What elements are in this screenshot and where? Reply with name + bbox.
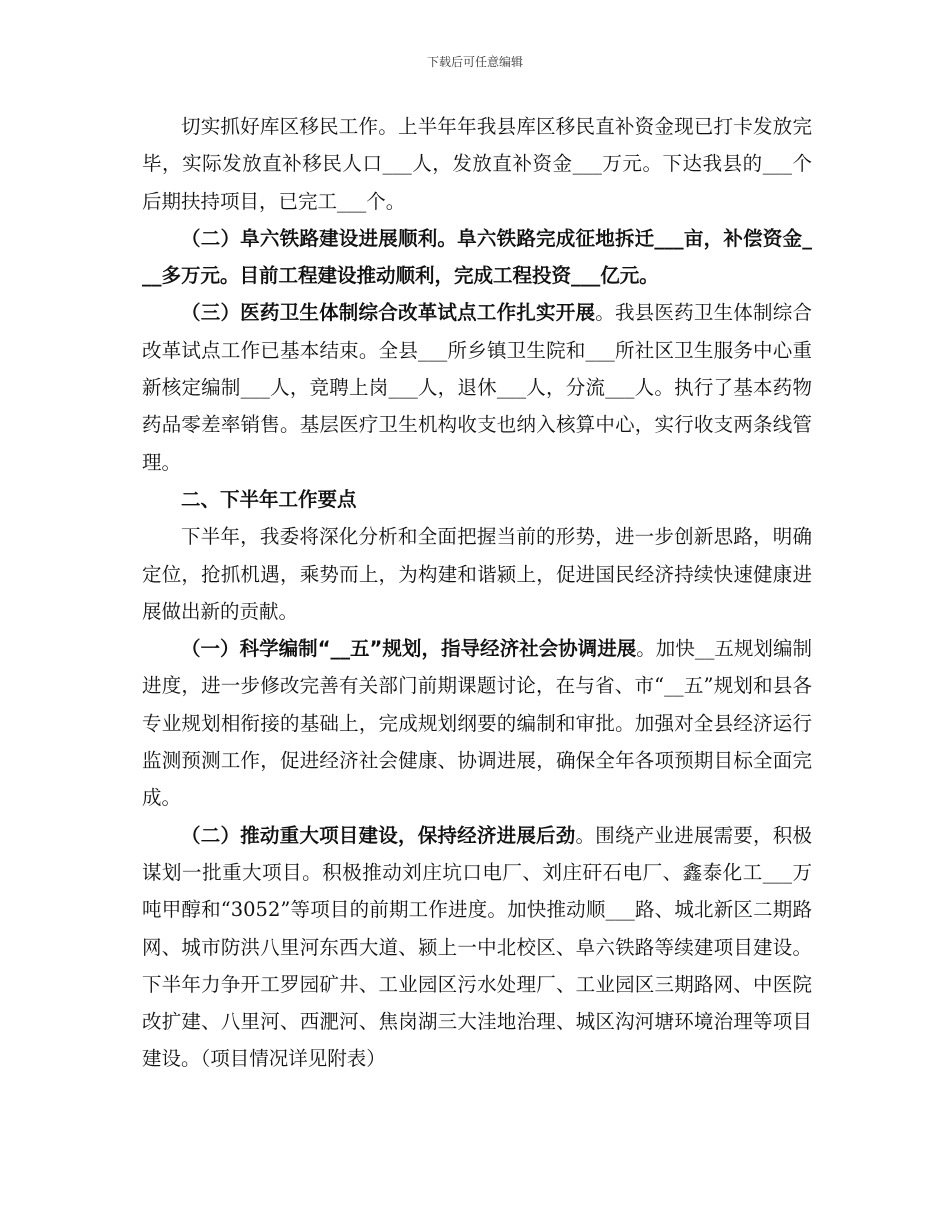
paragraph-lead: （一）科学编制“__五”规划，指导经济社会协调进展 xyxy=(181,637,637,661)
paragraph-lead: （二）阜六铁路建设进展顺利。阜六铁路完成征地拆迁___亩，补偿资金___多万元。目前工程建设推动顺利，完成工程投资___亿元。 xyxy=(142,226,812,288)
paragraph-medical-reform xyxy=(142,294,812,480)
paragraph-text: 切实抓好库区移民工作。上半年年我县库区移民直补资金现已打卡发放完毕，实际发放直补移民人口___人，发放直补资金___万元。下达我县的___个后期扶持项目，已完工___个。 xyxy=(142,115,812,213)
paragraph-five-year-plan xyxy=(142,630,812,816)
paragraph-major-projects xyxy=(142,817,812,1078)
page-header: 下载后可任意编辑 xyxy=(426,55,523,69)
paragraph-resettlement xyxy=(142,108,812,220)
paragraph-text: 。我县医药卫生体制综合改革试点工作已基本结束。全县___所乡镇卫生院和___所社区卫生服务中心重新核定编制___人，竞聘上岗___人，退休___人，分流___人。执行了基本药物药品零差率销售。基层医疗卫生机构收支也纳入核算中心，实行收支两条线管理。 xyxy=(142,301,812,474)
paragraph-railway xyxy=(142,220,812,295)
paragraph-lead: （三）医药卫生体制综合改革试点工作扎实开展 xyxy=(181,301,596,325)
paragraph-text: 。加快__五规划编制进度，进一步修改完善有关部门前期课题讨论，在与省、市“__五”规划和县各专业规划相衔接的基础上，完成规划纲要的编制和审批。加强对全县经济运行监测预测工作，促进经济社会健康、协调进展，确保全年各项预期目标全面完成。 xyxy=(142,637,812,810)
paragraph-text: 下半年，我委将深化分析和全面把握当前的形势，进一步创新思路，明确定位，抢抓机遇，乘势而上，为构建和谐颍上，促进国民经济持续快速健康进展做出新的贡献。 xyxy=(142,525,812,623)
section-heading: 二、下半年工作要点 xyxy=(181,487,357,511)
paragraph-text: 。围绕产业进展需要，积极谋划一批重大项目。积极推动刘庄坑口电厂、刘庄矸石电厂、鑫泰化工___万吨甲醇和“3052”等项目的前期工作进度。加快推动顺___路、城北新区二期路网、城市防洪八里河东西大道、颍上一中北校区、阜六铁路等续建项目建设。下半年力争开工罗园矿井、工业园区污水处理厂、工业园区三期路网、中医院改扩建、八里河、西淝河、焦岗湖三大洼地治理、城区沟河塘环境治理等项目建设。（项目情况详见附表） xyxy=(142,823,812,1071)
paragraph-lead: （二）推动重大项目建设，保持经济进展后劲 xyxy=(181,823,576,847)
paragraph-second-half-intro xyxy=(142,518,812,630)
document-body xyxy=(142,108,812,1078)
